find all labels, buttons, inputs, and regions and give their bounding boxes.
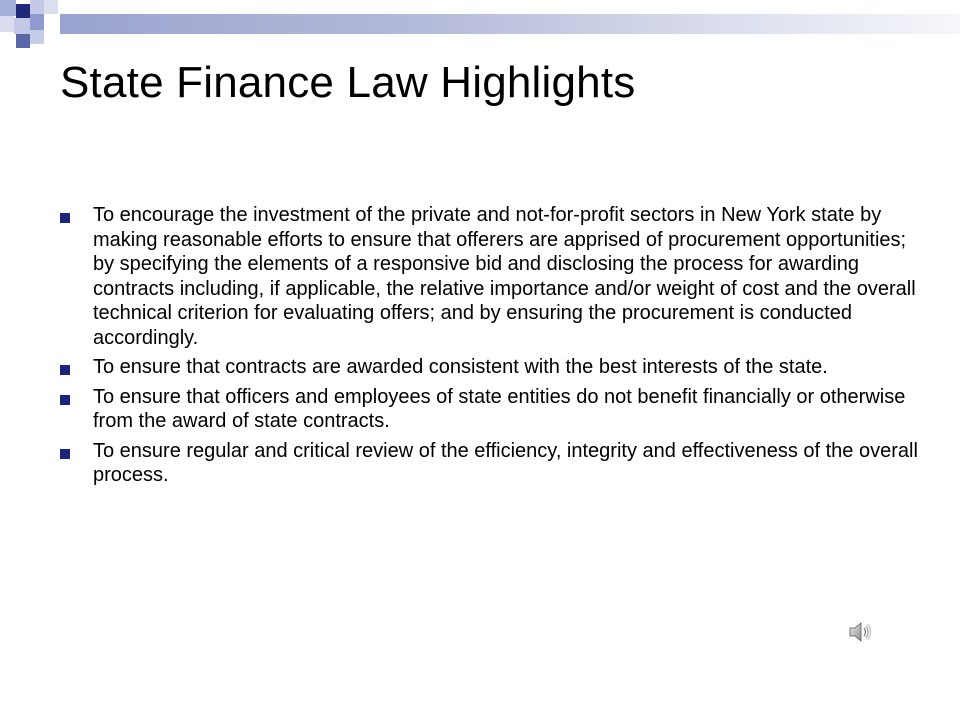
square-bullet-icon [60,395,70,405]
decor-square [16,4,30,18]
decor-square [14,18,30,34]
decor-square [0,16,14,32]
bullet-item [60,203,920,350]
decor-square [30,30,44,44]
slide-title: State Finance Law Highlights [60,58,636,107]
decor-square [30,14,44,30]
bullet-item [60,355,920,380]
decor-square [30,0,44,14]
bullet-text: To ensure that officers and employees of state entities do not benefit financially or otherwise from the award of state contracts. [93,385,906,432]
decor-square [44,0,58,14]
bullet-text: To ensure that contracts are awarded consistent with the best interests of the state. [93,356,828,378]
decor-square [16,34,30,48]
bullet-item [60,385,920,434]
bullet-list [60,203,920,493]
square-bullet-icon [60,449,70,459]
decor-square [0,0,16,16]
bullet-text: To encourage the investment of the private and not-for-profit sectors in New York state by making reasonable efforts to ensure that offerers are apprised of procurement opportunities; by specifying the elements of a responsive bid and disclosing the process for awarding contracts including, if applicable, the relative importance and/or weight of cost and the overall technical criterion for evaluating offers; and by ensuring the procurement is conducted accordingly. [93,204,916,349]
speaker-icon[interactable] [847,619,873,645]
square-bullet-icon [60,213,70,223]
header-gradient-bar [60,14,960,34]
square-bullet-icon [60,365,70,375]
bullet-item [60,439,920,488]
bullet-text: To ensure regular and critical review of the efficiency, integrity and effectiveness of the overall process. [93,439,918,486]
